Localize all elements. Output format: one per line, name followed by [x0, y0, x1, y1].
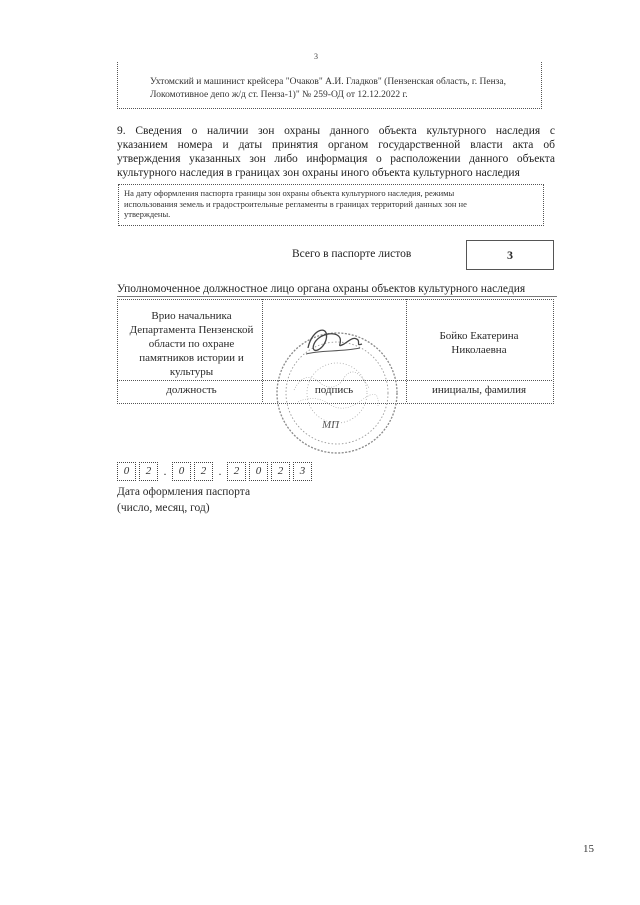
section-9-line: 9. Сведения о наличии зон охраны данного объекта культурного наследия с [117, 125, 555, 137]
section-9-line: утверждения указанных зон либо информация о расположении данного объекта [117, 153, 555, 165]
date-separator: . [218, 463, 222, 478]
position-line: области по охране [148, 338, 235, 350]
page-number: 15 [583, 843, 594, 855]
zones-info-line: На дату оформления паспорта границы зон охраны объекта культурного наследия, режимы [124, 188, 455, 198]
date-digit-box: 0 [249, 462, 268, 481]
name-line: Николаевна [451, 344, 507, 356]
zones-info-line: утверждены. [124, 209, 171, 219]
caption-position: должность [166, 384, 217, 396]
position-line: культуры [169, 366, 214, 378]
date-digit-box: 2 [271, 462, 290, 481]
official-title: Уполномоченное должностное лицо органа охраны объектов культурного наследия [117, 283, 557, 297]
official-position [120, 309, 263, 379]
sheets-count-label: Всего в паспорте листов [292, 248, 412, 260]
caption-signature: подпись [314, 384, 354, 396]
position-line: памятников истории и [139, 352, 244, 364]
date-digit-box: 2 [194, 462, 213, 481]
previous-section-line: Ухтомский и машинист крейсера "Очаков" А.И. Гладков" (Пензенская область, г. Пенза, [150, 77, 507, 87]
date-digit-box: 3 [293, 462, 312, 481]
stamp-label: МП [322, 419, 340, 431]
date-digit-box: 0 [117, 462, 136, 481]
sheets-count-box [466, 240, 554, 270]
name-line: Бойко Екатерина [439, 330, 519, 342]
section-9-line: указанием номера и даты принятия органом государственной власти акта об [117, 139, 555, 151]
date-digit-box: 0 [172, 462, 191, 481]
position-line: Департамента Пензенской [129, 324, 254, 336]
issue-date-fields [117, 461, 312, 481]
issue-date-hint: (число, месяц, год) [117, 502, 210, 514]
date-digit-box: 2 [227, 462, 246, 481]
sheets-count-value: 3 [507, 247, 513, 262]
official-name [406, 329, 552, 357]
caption-name: инициалы, фамилия [431, 384, 527, 396]
issue-date-label: Дата оформления паспорта [117, 486, 251, 498]
zones-info-line: использования земель и градостроительные регламенты в границах территорий данных зон не [124, 198, 467, 209]
date-separator: . [163, 463, 167, 478]
signature [300, 318, 370, 364]
previous-section-line: Локомотивное депо ж/д ст. Пенза-1)" № 259-ОД от 12.12.2022 г. [150, 90, 408, 100]
previous-section-text [150, 76, 542, 102]
section-9-line: культурного наследия в границах зон охраны иного объекта культурного наследия [117, 167, 520, 179]
page-top-number: 3 [314, 52, 318, 61]
section-9-heading [117, 124, 555, 180]
date-digit-box: 2 [139, 462, 158, 481]
position-line: Врио начальника [151, 310, 232, 322]
zones-info-text [124, 188, 536, 220]
